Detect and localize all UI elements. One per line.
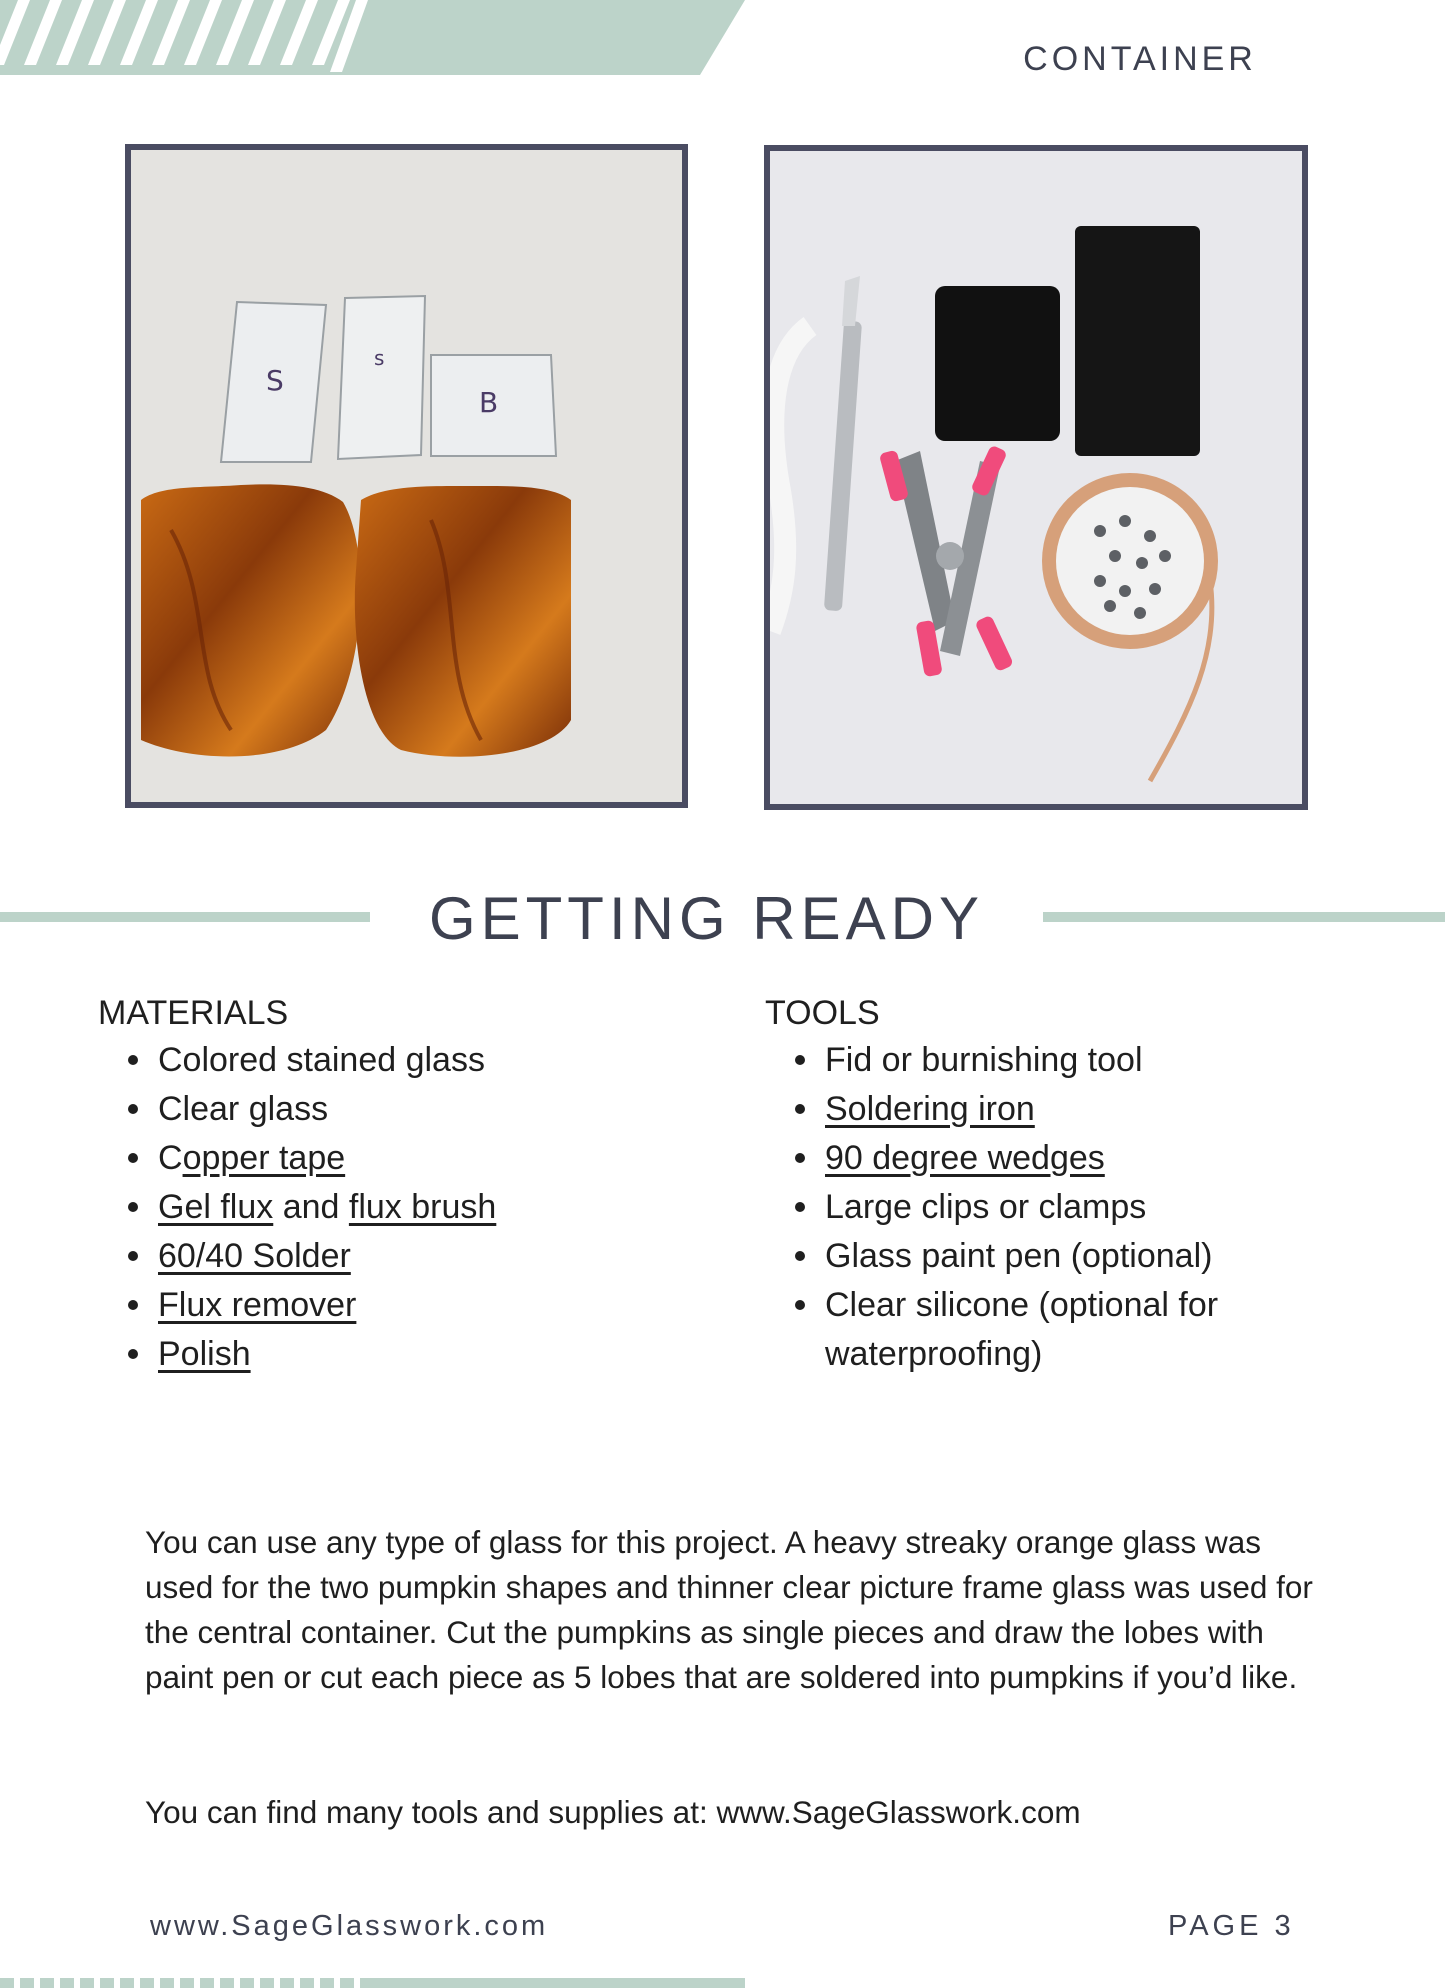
footer-stripes xyxy=(0,1978,745,1988)
list-item xyxy=(825,1281,1325,1379)
material-copper-tape-initial: C xyxy=(158,1139,183,1177)
tool-fid: Fid or burnishing tool xyxy=(825,1041,1143,1079)
instructions-paragraph: You can use any type of glass for this project. A heavy streaky orange glass was used for the two pumpkin shapes and thinner clear picture frame glass was used for the central container. Cut the pumpkins as single pieces and draw the lobes with paint pen or cut each piece as 5 lobes that are soldered into pumpkins if you’d like. xyxy=(145,1524,1313,1695)
page-title: GETTING READY xyxy=(428,885,985,952)
polish-link[interactable]: Polish xyxy=(158,1335,251,1373)
solder-link[interactable]: 60/40 Solder xyxy=(158,1237,351,1275)
supply-line: You can find many tools and supplies at: www.SageGlasswork.com xyxy=(145,1794,1081,1830)
list-item xyxy=(825,1036,1325,1085)
list-item xyxy=(158,1232,658,1281)
materials-list xyxy=(98,1036,658,1379)
list-item xyxy=(825,1085,1325,1134)
svg-text:B: B xyxy=(479,386,499,419)
materials-heading: MATERIALS xyxy=(98,994,289,1032)
tool-silicone: Clear silicone (optional for waterproofing) xyxy=(825,1286,1219,1373)
gel-flux-link[interactable]: Gel flux xyxy=(158,1188,274,1226)
materials-column xyxy=(98,990,658,1379)
flux-brush-link[interactable]: flux brush xyxy=(348,1188,497,1226)
soldering-iron-link[interactable]: Soldering iron xyxy=(825,1090,1035,1128)
tool-paint-pen: Glass paint pen (optional) xyxy=(825,1237,1213,1275)
list-item xyxy=(825,1134,1325,1183)
tools-list xyxy=(765,1036,1325,1379)
list-item xyxy=(825,1183,1325,1232)
list-item xyxy=(158,1134,658,1183)
list-item xyxy=(158,1281,658,1330)
header-banner xyxy=(0,0,745,75)
list-item xyxy=(825,1232,1325,1281)
wedges-link[interactable]: 90 degree wedges xyxy=(825,1139,1105,1177)
glass-pieces-photo xyxy=(125,144,688,808)
tools-column xyxy=(765,990,1325,1379)
material-and-text: and xyxy=(273,1188,349,1226)
list-item xyxy=(158,1183,658,1232)
material-colored-glass: Colored stained glass xyxy=(158,1041,485,1079)
svg-text:s: s xyxy=(374,346,385,370)
list-item xyxy=(158,1330,658,1379)
material-clear-glass: Clear glass xyxy=(158,1090,329,1128)
title-rule-right xyxy=(1043,912,1445,922)
page-number: PAGE 3 xyxy=(1168,1910,1295,1942)
flux-remover-link[interactable]: Flux remover xyxy=(158,1286,357,1324)
footer-website[interactable]: www.SageGlasswork.com xyxy=(150,1910,549,1942)
title-rule-left xyxy=(0,912,370,922)
list-item xyxy=(158,1036,658,1085)
tools-heading: TOOLS xyxy=(765,994,880,1032)
copper-tape-link[interactable]: opper tape xyxy=(182,1139,346,1177)
svg-text:S: S xyxy=(266,364,284,397)
tools-photo xyxy=(764,145,1308,810)
tool-clips: Large clips or clamps xyxy=(825,1188,1147,1226)
list-item xyxy=(158,1085,658,1134)
section-label: CONTAINER xyxy=(1023,40,1257,78)
